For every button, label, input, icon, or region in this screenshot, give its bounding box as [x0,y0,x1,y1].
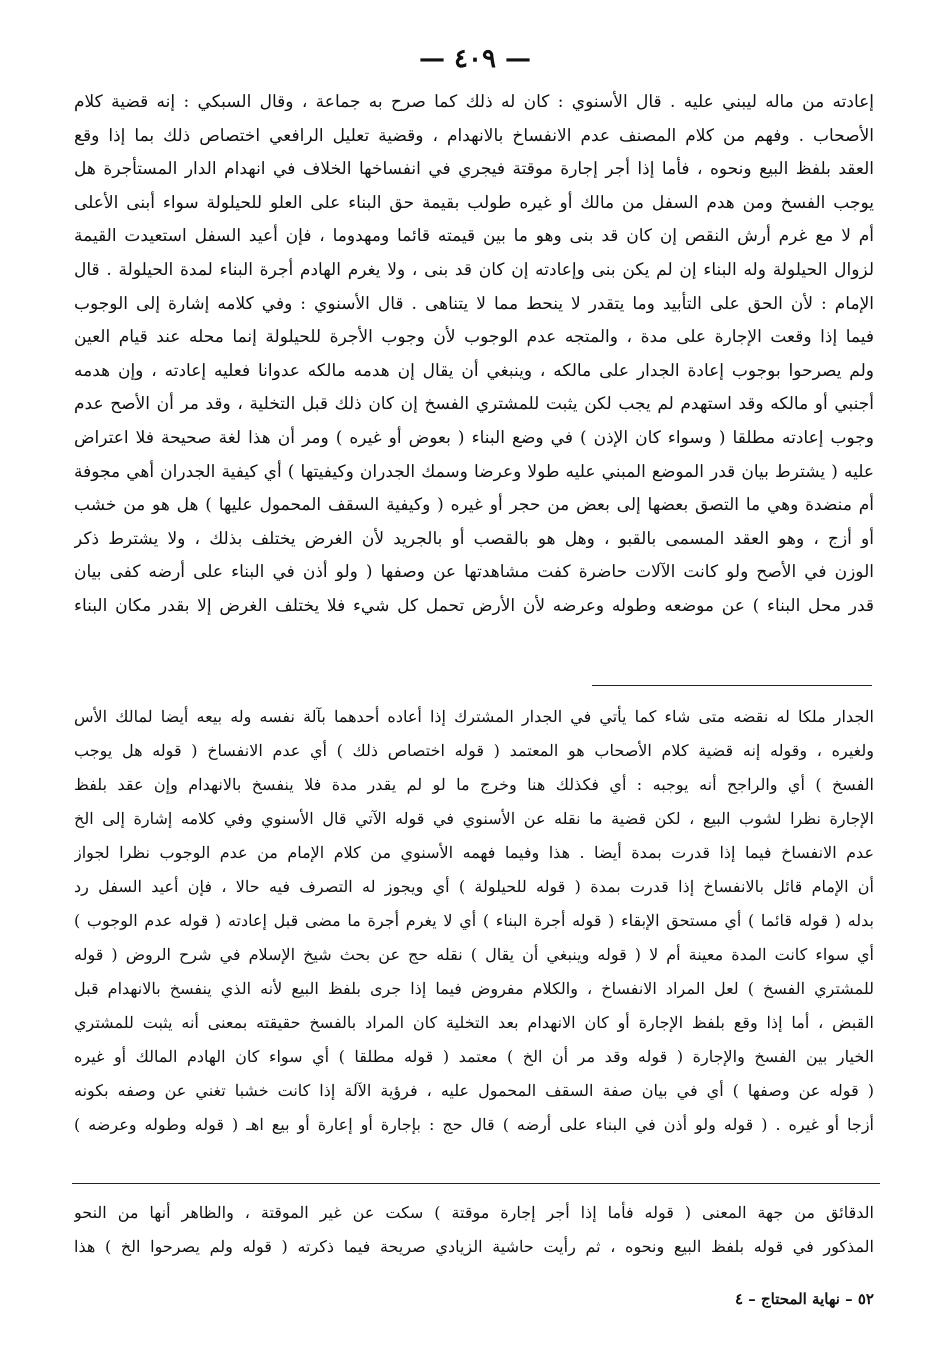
text-line: لزوال الحيلولة وله البناء إن لم يكن بنى وإعادته إن كان قد بنى ، ولا يغرم الهادم أجرة البناء لمدة الحيلولة . قال [74,259,874,280]
text-line: القبض ، أما إذا وقع بلفظ الإجارة أو كان الانهدام بعد التخلية كان المراد بالفسخ حقيقته بمعنى أنه يثبت للمشتري [74,1013,874,1032]
text-line: الخيار بين الفسخ والإجارة ( قوله وقد مر أن الخ ) معتمد ( قوله مطلقا ) أي سواء كان الهادم المالك أو غيره [74,1047,874,1066]
text-line: الفسخ ) أي والراجح أنه يوجبه : أي فكذلك هنا وخرج ما لو لم يقدر مدة فلا ينفسخ بالانهدام وإن عقد بلفظ [74,775,874,794]
footnote-commentary [74,700,874,1142]
text-line: أي سواء كانت المدة معينة أم لا ( قوله وينبغي أن يقال ) نقله حج عن بحث شيخ الإسلام في شرح الروض ( قوله [74,945,874,964]
text-line: أجنبي أو مالكه وقد استهدم لم يجب لكن يثبت للمشتري الفسخ إن كان ذلك قبل التخلية ، وقد مر أن الأصح عدم [74,394,874,415]
footnote-secondary [74,1196,874,1264]
text-line: ( قوله عن وصفها ) أي في بيان صفة السقف المحمول عليه ، فرؤية الآلة إذا كانت خشبا تغني عن وصفه بكونه [74,1081,874,1100]
text-line: عدم الانفساخ فيما إذا قدرت بمدة أيضا . هذا وفيما فهمه الأسنوي من كلام الإمام من عدم الوجوب نظرا لجواز [74,843,874,862]
text-line: الوزن في الأصح ولو كانت الآلات حاضرة كفت مشاهدتها عن وصفها ( ولو أذن في البناء على أرضه كفى بيان [74,562,874,583]
text-line: للمشتري الفسخ ) لعل المراد الانفساخ ، والكلام مفروض فيما إذا جرى بلفظ البيع لأنه الذي ينفسخ بالانهدام قبل [74,979,874,998]
text-line: فيما إذا وقعت الإجارة على مدة ، والمتجه عدم الوجوب لأن وجوب الأجرة للحيلولة إنما محله عند قيام العين [74,327,874,348]
page-number: — ٤٠٩ — [418,44,532,74]
text-line: أو أزج ، وهو العقد المسمى بالقبو ، وهل هو بالقصب أو بالجريد لأن الغرض يختلف بذلك ، ولا يشترط ذكر [74,528,874,549]
footnote-rule [592,685,872,686]
main-text [74,86,874,624]
text-line: الإجارة نظرا لشوب البيع ، لكن قضية ما نقله عن الأسنوي في قوله الآتي قال الأسنوي وفي كلامه إشارة إلى الخ [74,809,874,828]
text-line: أم لا مع غرم أرش النقص إن كان قد بنى وهو ما بين قيمته قائما ومهدوما ، فإن أعيد السفل استعيدت القيمة [74,226,874,247]
text-line: أم منضدة وهي ما التصق بعضها إلى بعض من حجر أو غيره ( وكيفية السقف المحمول عليها ) هل هو من خشب [74,495,874,516]
text-line: عليه ( يشترط بيان قدر الموضع المبني عليه طولا وعرضا وسمك الجدران وكيفيتها ) أي كيفية الجدران أهي مجوفة [74,461,874,482]
text-line: الأصحاب . وفهم من كلام المصنف عدم الانفساخ بالانهدام ، وقضية تعليل الرافعي اختصاص ذلك بما إذا وقع [74,125,874,146]
text-line: المذكور في قوله بلفظ البيع ونحوه ، ثم رأيت حاشية الزيادي صريحة فيما ذكرته ( قوله ولم يصرحوا الخ ) هذا [74,1237,874,1256]
text-line: الدقائق من جهة المعنى ( قوله فأما إذا أجر إجارة موقتة ) سكت عن غير الموقتة ، والظاهر أنها من النحو [74,1203,874,1222]
text-line: ولغيره ، وقوله إنه قضية كلام الأصحاب هو المعتمد ( قوله اختصاص ذلك ) أي عدم الانفساخ ( قوله هل يوجب [74,741,874,760]
text-line: العقد بلفظ البيع ونحوه ، فأما إذا أجر إجارة موقتة فيجري في انفساخها الخلاف في انهدام الدار المستأجرة هل [74,159,874,180]
text-line: قدر محل البناء ) عن موضعه وطوله وعرضه لأن الأرض تحمل كل شيء فلا يختلف الغرض إلا بقدر مكان البناء [74,595,874,616]
text-line: يوجب الفسخ ومن هدم السفل من مالك أو غيره طولب بقيمة حق البناء على العلو للحيلولة سواء أبنى الأعلى [74,192,874,213]
text-line: الجدار ملكا له نقضه متى شاء كما يأتي في الجدار المشترك إذا أعاده أحدهما بآلة نفسه وله بيعه أيضا لمالك الأس [74,707,874,726]
text-line: أن الإمام قائل بالانفساخ إذا قدرت بمدة ( قوله للحيلولة ) أي ويجوز له التصرف فيه حالا ، فإن أعيد السفل رد [74,877,874,896]
footnote-divider [72,1183,880,1184]
text-line: أزجا أو غيره . ( قوله ولو أذن في البناء على أرضه ) قال حج : بإجارة أو إعارة أو بيع اهـ ( قوله وطوله وعرضه ) [74,1115,874,1134]
page-footer: ٥٢ – نهاية المحتاج – ٤ [734,1290,874,1308]
text-line: وجوب إعادته مطلقا ( وسواء كان الإذن ) في وضع البناء ( بعوض أو غيره ) ومر أن هذا لغة صحيحة فلا اعتراض [74,427,874,448]
text-line: الإمام : لأن الحق على التأبيد وما يتقدر لا ينحط مما لا يتناهى . قال الأسنوي : وفي كلامه إشارة إلى الوجوب [74,293,874,314]
text-line: ولم يصرحوا بوجوب إعادة الجدار على مالكه ، وينبغي أن يقال إن هدمه مالكه عدوانا فعليه إعادته ، وإن هدمه [74,360,874,381]
text-line: بدله ( قوله قائما ) أي مستحق الإبقاء ( قوله أجرة البناء ) أي لا يغرم أجرة ما مضى قبل إعادته ( قوله عدم الوجوب ) [74,911,874,930]
text-line: إعادته من ماله ليبني عليه . قال الأسنوي : كان له ذلك كما صرح به جماعة ، وقال السبكي : إنه قضية كلام [74,92,874,112]
